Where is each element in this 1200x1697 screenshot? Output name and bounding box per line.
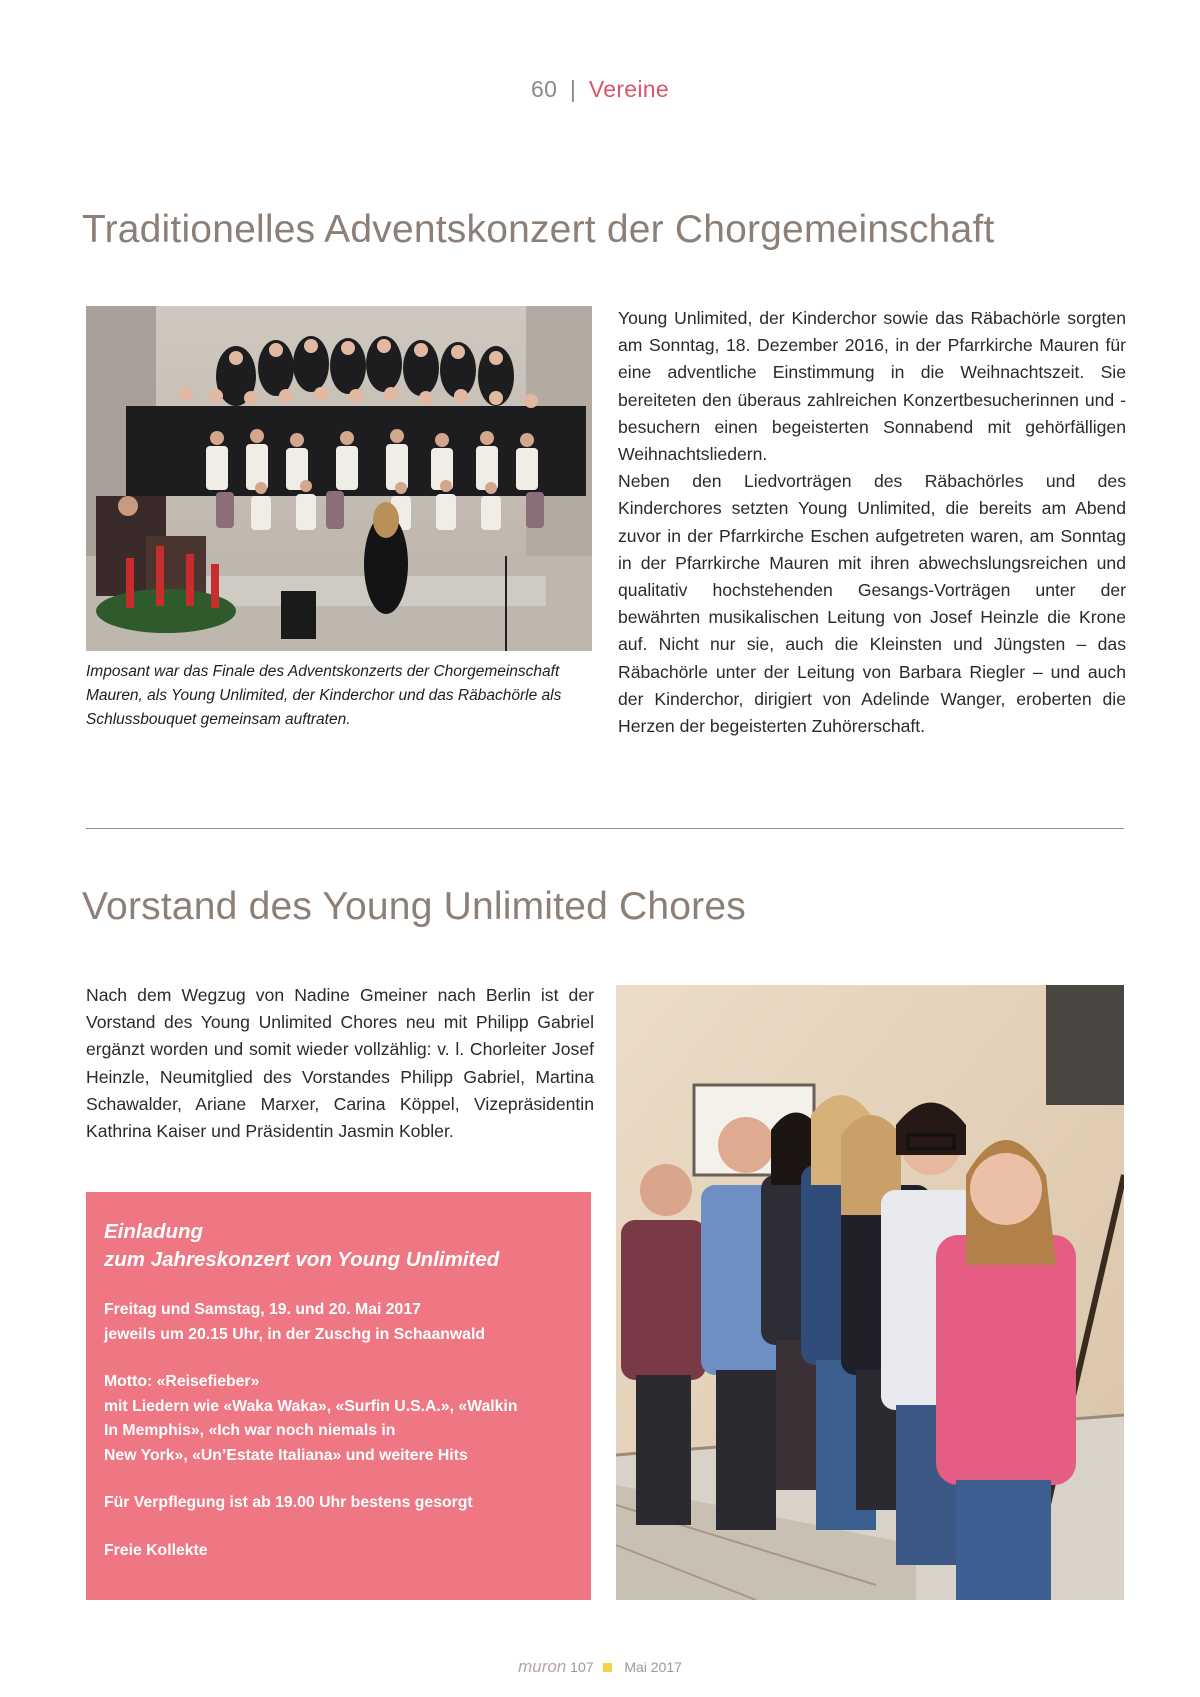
issue-date: Mai 2017 [624,1659,682,1675]
header-separator: | [569,76,577,102]
board-members-photo [616,985,1124,1600]
page-number: 60 [531,76,558,102]
article2-body [86,982,594,1145]
issue-number: 107 [570,1659,594,1675]
invitation-catering: Für Verpflegung ist ab 19.00 Uhr bestens gesorgt [104,1494,473,1511]
invitation-donation: Freie Kollekte [104,1541,208,1559]
article1-paragraph: Neben den Liedvorträgen des Räbachörles und des Kinderchores setzten Young Unlimited, die bereits am Abend zuvor in der Pfarrkirche Eschen aufgetreten waren, am Sonntag in der Pfarrkirche Mauren mit ihren abwechslungsreichen und qualitativ hochstehenden Gesangs-Vorträgen unter der bewährten musikalischen Leitung von Josef Heinzle die Krone auf. Nicht nur sie, auch die Kleinsten und Jüngsten – das Räbachörle unter der Leitung von Barbara Riegler – und auch der Kinderchor, dirigiert von Adelinde Wanger, eroberten die Herzen der begeisterten Zuhörerschaft. [618,471,1126,737]
invitation-title: Einladung [104,1220,204,1243]
invitation-motto: Motto: «Reisefieber» [104,1373,260,1390]
page-footer [0,1657,1200,1677]
invitation-box [86,1192,591,1600]
invitation-time-place: jeweils um 20.15 Uhr, in der Zuschg in Schaanwald [104,1325,485,1343]
section-label: Vereine [588,76,669,102]
invitation-date: Freitag und Samstag, 19. und 20. Mai 2017 [104,1301,421,1318]
invitation-songs: New York», «Un’Estate Italiana» und weitere Hits [104,1446,468,1464]
invitation-subtitle: zum Jahreskonzert von Young Unlimited [104,1248,500,1271]
article2-title: Vorstand des Young Unlimited Chores [82,885,746,928]
photo-caption: Imposant war das Finale des Adventskonzerts der Chorgemeinschaft Mauren, als Young Unlimited, der Kinderchor und das Räbachörle als Schlussbouquet gemeinsam auftraten. [86,663,562,728]
footer-square-icon [603,1663,612,1672]
article1-title: Traditionelles Adventskonzert der Chorgemeinschaft [82,208,995,251]
invitation-songs: In Memphis», «Ich war noch niemals in [104,1422,396,1439]
invitation-songs: mit Liedern wie «Waka Waka», «Surfin U.S.A.», «Walkin [104,1397,518,1415]
article1-body [618,305,1126,740]
magazine-brand: muron [518,1657,567,1676]
article1-paragraph: Young Unlimited, der Kinderchor sowie das Räbachörle sorgten am Sonntag, 18. Dezember 2016, in der Pfarrkirche Mauren für eine adventliche Einstimmung in die Weihnachtszeit. Sie bereiteten den überaus zahlreichen Konzertbesucherinnen und -besuchern einen begeisterten Sonnabend mit gehörfälligen Weihnachtsliedern. [618,308,1126,465]
section-divider [86,828,1124,829]
page-header [0,76,1200,103]
article2-paragraph: Nach dem Wegzug von Nadine Gmeiner nach Berlin ist der Vorstand des Young Unlimited Chores neu mit Philipp Gabriel ergänzt worden und somit wieder vollzählig: v. l. Chorleiter Josef Heinzle, Neumitglied des Vorstandes Philipp Gabriel, Martina Schawalder, Ariane Marxer, Carina Köppel, Vizepräsidentin Kathrina Kaiser und Präsidentin Jasmin Kobler. [86,985,594,1142]
choir-concert-photo [86,306,592,651]
